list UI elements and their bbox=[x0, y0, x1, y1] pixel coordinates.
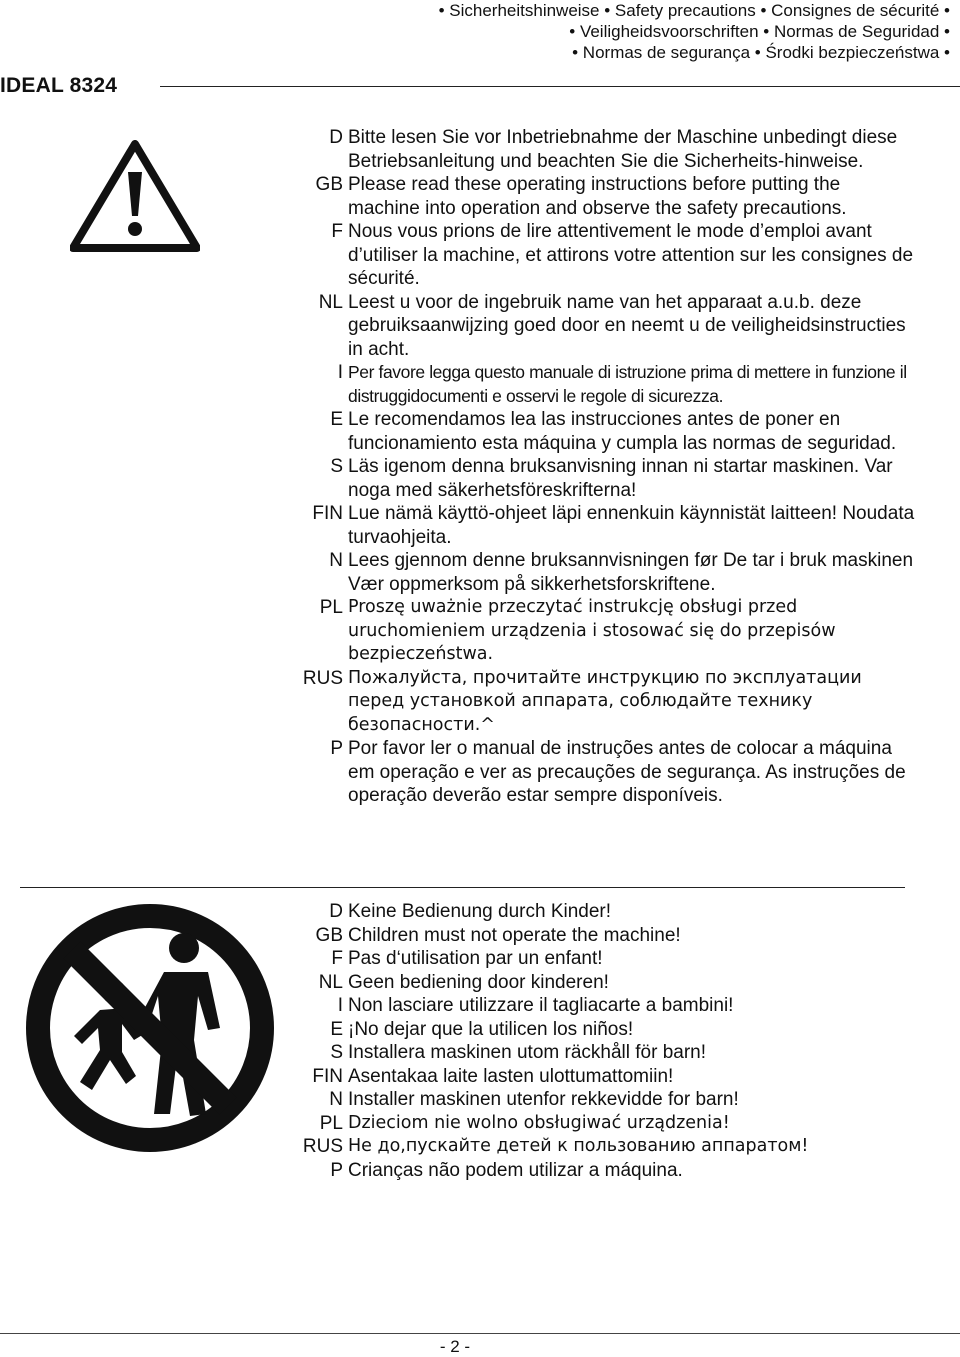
warning-text: Не до,пускайте детей к пользованию аппаратом! bbox=[348, 1136, 809, 1156]
warning-text: ¡No dejar que la utilicen los niños! bbox=[348, 1018, 634, 1040]
instruction-text: Proszę uważnie przeczytać instrukcję obsługi przed uruchomieniem urządzenia i stosować się do przepisów bezpieczeństwa. bbox=[348, 597, 836, 664]
instruction-text: Leest u voor de ingebruik name van het apparaat a.u.b. deze gebruiksaanwijzing goed door en neemt u de veiligheidsinstructies in acht. bbox=[348, 291, 906, 360]
language-code: P bbox=[330, 738, 343, 759]
list-item bbox=[296, 1159, 916, 1183]
list-item bbox=[296, 1041, 916, 1065]
warning-text: Asentakaa laite lasten ulottumattomiin! bbox=[348, 1065, 674, 1087]
list-item bbox=[296, 361, 916, 408]
footer-divider bbox=[0, 1333, 960, 1334]
warning-text: Non lasciare utilizzare il tagliacarte a bambini! bbox=[348, 995, 734, 1016]
warning-text: Crianças não podem utilizar a máquina. bbox=[348, 1159, 683, 1181]
list-item bbox=[296, 596, 916, 667]
language-code: NL bbox=[318, 971, 343, 993]
language-code: N bbox=[329, 550, 343, 571]
list-item bbox=[296, 455, 916, 502]
instruction-text: Lees gjennom denne bruksannvisningen før De tar i bruk maskinen Vær oppmerksom på sikkerhetsforskriftene. bbox=[348, 550, 914, 595]
language-code: PL bbox=[319, 597, 343, 618]
list-item bbox=[296, 1018, 916, 1042]
list-item bbox=[296, 126, 916, 173]
language-code: F bbox=[331, 221, 343, 242]
warning-text: Keine Bedienung durch Kinder! bbox=[348, 901, 612, 922]
language-code: I bbox=[337, 995, 343, 1016]
list-item bbox=[296, 291, 916, 362]
language-code: GB bbox=[315, 174, 343, 195]
list-item bbox=[296, 1112, 916, 1136]
header-divider bbox=[160, 86, 960, 87]
language-code: P bbox=[330, 1159, 343, 1181]
list-item bbox=[296, 971, 916, 995]
language-code: S bbox=[330, 1042, 343, 1063]
warning-text: Installera maskinen utom räckhåll för barn! bbox=[348, 1042, 706, 1063]
language-code: S bbox=[330, 456, 343, 477]
header-line: • Sicherheitshinweise • Safety precautions • Consignes de sécurité • bbox=[438, 1, 950, 20]
instruction-text: Please read these operating instructions before putting the machine into operation and observe the safety precautions. bbox=[348, 174, 847, 219]
list-item bbox=[296, 549, 916, 596]
list-item bbox=[296, 1065, 916, 1089]
language-code: D bbox=[329, 127, 343, 148]
instruction-text: Le recomendamos lea las instrucciones antes de poner en funcionamiento esta máquina y cumpla las normas de seguridad. bbox=[348, 409, 897, 454]
header-line: • Veiligheidsvoorschriften • Normas de Seguridad • bbox=[569, 22, 950, 41]
model-name: IDEAL 8324 bbox=[0, 74, 118, 97]
instruction-text: Nous vous prions de lire attentivement le mode d’emploi avant d’utiliser la machine, et attirons votre attention sur les consignes de sécurité. bbox=[348, 221, 914, 289]
language-code: D bbox=[329, 901, 343, 922]
language-code: I bbox=[337, 362, 343, 383]
list-item bbox=[296, 900, 916, 924]
warning-text: Pas d‘utilisation par un enfant! bbox=[348, 948, 603, 969]
list-item bbox=[296, 220, 916, 291]
list-item bbox=[296, 1088, 916, 1112]
instruction-text: Пожалуйста, прочитайте инструкцию по эксплуатации перед установкой аппарата, соблюдайте технику безопасности.^ bbox=[348, 667, 862, 735]
instruction-text: Läs igenom denna bruksanvisning innan ni startar maskinen. Var noga med säkerhetsföreskrifterna! bbox=[348, 456, 893, 501]
language-code: PL bbox=[319, 1112, 343, 1134]
section-divider bbox=[20, 887, 905, 888]
header-line: • Normas de segurança • Środki bezpieczeństwa • bbox=[572, 43, 950, 62]
language-code: GB bbox=[315, 924, 343, 946]
list-item bbox=[296, 667, 916, 738]
list-item bbox=[296, 1135, 916, 1159]
instruction-text: Por favor ler o manual de instruções antes de colocar a máquina em operação e ver as precauções de segurança. As instruções de operação deverão estar sempre disponíveis. bbox=[348, 738, 906, 806]
no-children-prohibition-icon bbox=[22, 900, 278, 1156]
list-item bbox=[296, 994, 916, 1018]
warning-text: Dzieciom nie wolno obsługiwać urządzenia! bbox=[348, 1112, 730, 1133]
warning-triangle-icon bbox=[70, 140, 200, 252]
language-code: FIN bbox=[312, 503, 343, 524]
list-item bbox=[296, 924, 916, 948]
language-code: FIN bbox=[312, 1065, 343, 1087]
read-instructions-section bbox=[296, 126, 916, 808]
instruction-text: Bitte lesen Sie vor Inbetriebnahme der Maschine unbedingt diese Betriebsanleitung und beachten Sie die Sicherheits-hinweise. bbox=[348, 127, 898, 172]
list-item bbox=[296, 947, 916, 971]
language-code: NL bbox=[318, 291, 343, 313]
warning-text: Geen bediening door kinderen! bbox=[348, 971, 609, 993]
instruction-text: Lue nämä käyttö-ohjeet läpi ennenkuin käynnistät laitteen! Noudata turvaohjeita. bbox=[348, 503, 915, 548]
language-code: N bbox=[329, 1089, 343, 1110]
warning-text: Children must not operate the machine! bbox=[348, 924, 681, 946]
language-code: E bbox=[330, 409, 343, 430]
page-header bbox=[300, 0, 950, 63]
language-code: F bbox=[331, 948, 343, 969]
instruction-text: Per favore legga questo manuale di istruzione prima di mettere in funzione il distruggidocumenti e osservi le regole di sicurezza. bbox=[348, 362, 907, 406]
page-number: - 2 - bbox=[439, 1337, 471, 1356]
list-item bbox=[296, 173, 916, 220]
children-warning-section bbox=[296, 900, 916, 1182]
language-code: RUS bbox=[302, 1136, 343, 1157]
language-code: RUS bbox=[302, 667, 343, 689]
list-item bbox=[296, 408, 916, 455]
language-code: E bbox=[330, 1018, 343, 1040]
list-item bbox=[296, 737, 916, 808]
list-item bbox=[296, 502, 916, 549]
warning-text: Installer maskinen utenfor rekkevidde for barn! bbox=[348, 1089, 739, 1110]
